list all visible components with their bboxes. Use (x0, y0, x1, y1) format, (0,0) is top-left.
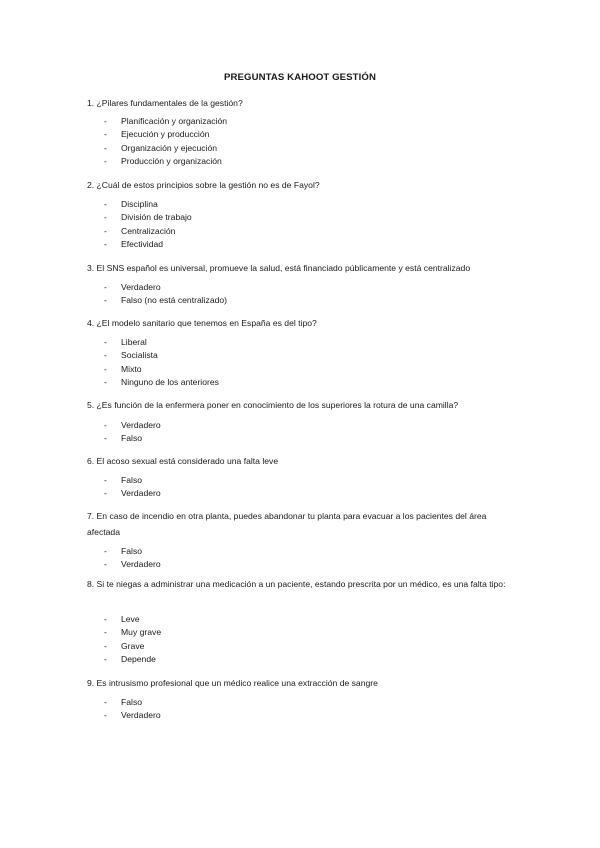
option (0, 696, 600, 709)
option (0, 545, 600, 558)
option (0, 558, 600, 571)
bullet-dash: - (104, 627, 107, 638)
question-2-options (0, 198, 600, 252)
option (0, 211, 600, 224)
option-text: División de trabajo (121, 212, 192, 223)
option (0, 349, 600, 362)
option-text: Efectividad (121, 239, 164, 250)
bullet-dash: - (104, 488, 107, 499)
option (0, 155, 600, 168)
option-text: Falso (121, 475, 143, 485)
option-text: Mixto (121, 363, 142, 374)
option-text: Centralización (121, 225, 176, 236)
bullet-dash: - (104, 239, 107, 250)
option (0, 376, 600, 389)
option (0, 115, 600, 128)
option (0, 363, 600, 376)
option (0, 294, 600, 307)
bullet-dash: - (104, 433, 107, 444)
option-text: Verdadero (121, 559, 161, 570)
option (0, 653, 600, 666)
option (0, 128, 600, 141)
bullet-dash: - (104, 475, 107, 485)
question-3: 3. El SNS español es universal, promueve la salud, está financiado públicamente y está centralizado (87, 263, 471, 273)
option (0, 419, 600, 432)
question-9-options (0, 696, 600, 723)
question-5: 5. ¿Es función de la enfermera poner en conocimiento de los superiores la rotura de una camilla? (87, 400, 459, 410)
option (0, 198, 600, 211)
option-text: Verdadero (121, 710, 161, 721)
question-9: 9. Es intrusismo profesional que un médico realice una extracción de sangre (87, 678, 378, 688)
bullet-dash: - (104, 282, 107, 292)
option-text: Socialista (121, 350, 158, 361)
bullet-dash: - (104, 363, 107, 374)
option (0, 640, 600, 653)
option-text: Planificación y organización (121, 116, 228, 126)
option-text: Falso (121, 697, 143, 707)
bullet-dash: - (104, 129, 107, 140)
bullet-dash: - (104, 295, 107, 306)
option (0, 474, 600, 487)
question-6-options (0, 474, 600, 501)
option-text: Falso (121, 546, 143, 556)
option (0, 225, 600, 238)
question-2: 2. ¿Cuál de estos principios sobre la gestión no es de Fayol? (87, 180, 320, 190)
option-text: Leve (121, 614, 140, 624)
page-title: PREGUNTAS KAHOOT GESTIÓN (224, 72, 376, 83)
bullet-dash: - (104, 350, 107, 361)
bullet-dash: - (104, 559, 107, 570)
question-4: 4. ¿El modelo sanitario que tenemos en España es del tipo? (87, 318, 317, 328)
option-text: Falso (121, 433, 143, 444)
option-text: Falso (no está centralizado) (121, 295, 228, 306)
question-5-options (0, 419, 600, 446)
question-6: 6. El acoso sexual está considerado una falta leve (87, 456, 279, 466)
option-text: Depende (121, 654, 156, 665)
question-7: 7. En caso de incendio en otra planta, puedes abandonar tu planta para evacuar a los pacientes del área afectada (87, 511, 487, 537)
bullet-dash: - (104, 116, 107, 126)
option-text: Disciplina (121, 199, 158, 209)
question-8-options (0, 613, 600, 667)
option-text: Ejecución y producción (121, 129, 210, 140)
option-text: Verdadero (121, 420, 161, 430)
bullet-dash: - (104, 337, 107, 347)
option-text: Liberal (121, 337, 147, 347)
bullet-dash: - (104, 640, 107, 651)
question-7-options (0, 545, 600, 572)
question-1-options (0, 115, 600, 169)
bullet-dash: - (104, 710, 107, 721)
question-1: 1. ¿Pilares fundamentales de la gestión? (87, 98, 243, 108)
option (0, 487, 600, 500)
option-text: Verdadero (121, 282, 161, 292)
option (0, 613, 600, 626)
bullet-dash: - (104, 156, 107, 167)
question-8: 8. Si te niegas a administrar una medicación a un paciente, estando prescrita por un médico, es una falta tipo: (87, 579, 506, 589)
bullet-dash: - (104, 225, 107, 236)
option-text: Grave (121, 640, 145, 651)
option (0, 142, 600, 155)
option-text: Organización y ejecución (121, 142, 218, 153)
option (0, 709, 600, 722)
option-text: Producción y organización (121, 156, 222, 167)
bullet-dash: - (104, 142, 107, 153)
option (0, 238, 600, 251)
bullet-dash: - (104, 212, 107, 223)
option (0, 626, 600, 639)
option (0, 336, 600, 349)
bullet-dash: - (104, 546, 107, 556)
option (0, 281, 600, 294)
bullet-dash: - (104, 614, 107, 624)
option-text: Ninguno de los anteriores (121, 377, 219, 388)
option-text: Muy grave (121, 627, 162, 638)
option-text: Verdadero (121, 488, 161, 499)
bullet-dash: - (104, 377, 107, 388)
bullet-dash: - (104, 697, 107, 707)
bullet-dash: - (104, 654, 107, 665)
option (0, 432, 600, 445)
bullet-dash: - (104, 199, 107, 209)
question-4-options (0, 336, 600, 390)
question-3-options (0, 281, 600, 308)
bullet-dash: - (104, 420, 107, 430)
